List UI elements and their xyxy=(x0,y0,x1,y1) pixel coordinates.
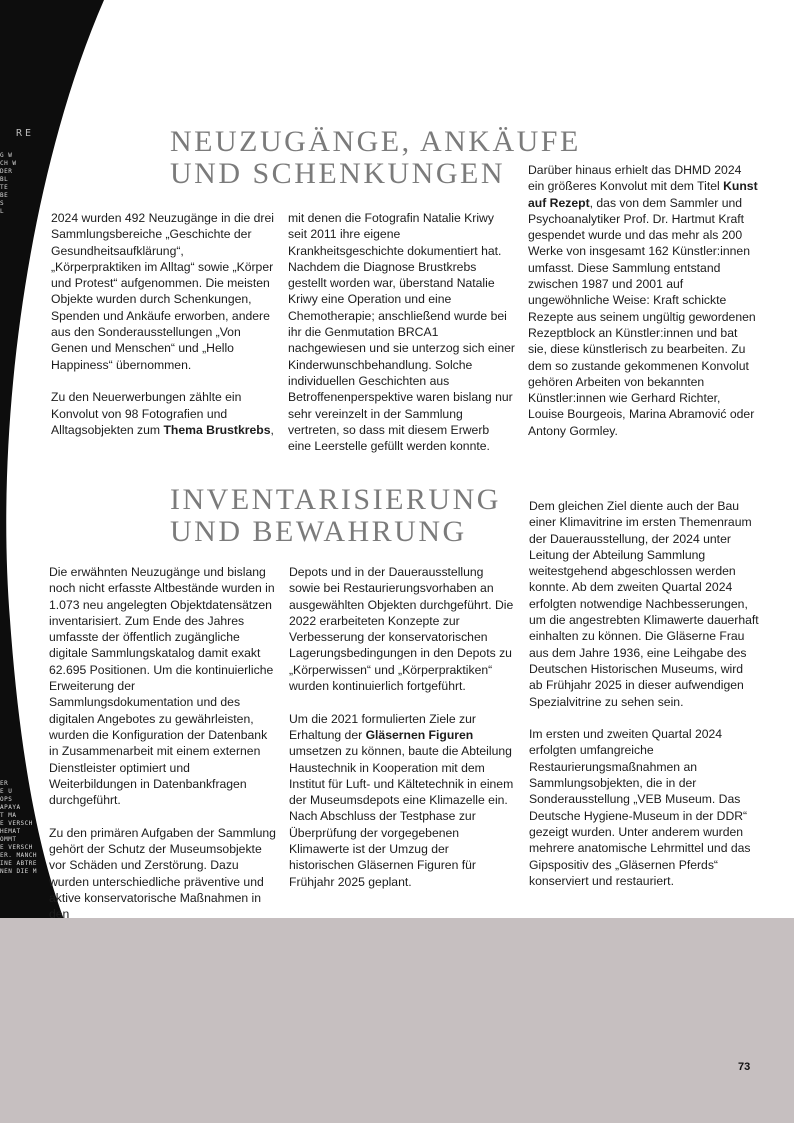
paragraph: Dem gleichen Ziel diente auch der Bau einer Klimavitrine im ersten Themenraum der Dauerausstellung, der 2024 unter Leitung der Abteilung Sammlung weitestgehend abgeschlossen werden konnte. Ab dem zweiten Quartal 2024 erfolgten notwendige Nachbesserungen, um die angestrebten Klimawerte dauerhaft einhalten zu können. Die Gläserne Frau aus dem Jahre 1936, eine Leihgabe des Deutschen Historischen Museums, wird ab Frühjahr 2025 in dieser aufwendigen Spezialvitrine zu sehen sein. xyxy=(529,499,759,709)
bold-term: Gläsernen Figuren xyxy=(365,727,474,742)
paragraph: Zu den primären Aufgaben der Sammlung gehört der Schutz der Museumsobjekte vor Schäden und Zerstörung. Dazu wurden unterschiedliche präventive und aktive konservatorische Maßnahmen in den xyxy=(49,825,276,922)
paragraph: Depots und in der Dauerausstellung sowie bei Restaurierungsvorhaben an ausgewählten Objekten durchgeführt. Die 2022 erarbeiteten Konzepte zur Verbesserung der konservatorischen Lagerungsbedingungen in den Depots zu „Körperwissen“ und „Körperpraktiken“ wurden kontinuierlich fortgeführt. xyxy=(289,565,514,694)
decorative-text-top: G W CH W DER BL TE BE S L xyxy=(0,152,17,215)
bottom-color-band xyxy=(0,918,794,1123)
section1-heading: NEUZUGÄNGE, ANKÄUFE UND SCHENKUNGEN xyxy=(170,125,581,190)
paragraph: Im ersten und zweiten Quartal 2024 erfolgten umfangreiche Restaurierungsmaßnahmen an Sammlungsobjekten, die in der Sonderausstellung „VEB Museum. Das Deutsche Hygiene-Museum in der DDR“ gezeigt wurden. Unter anderem wurden mehrere anatomische Lehrmittel und das Gipspositiv des „Gläsernen Pferds“ konserviert und restauriert. xyxy=(529,727,751,888)
paragraph: Um die 2021 formulierten Ziele zur Erhaltung der Gläsernen Figuren umsetzen zu können, baute die Abteilung Haustechnik in Kooperation mit dem Institut für Luft- und Kältetechnik in einem der Museumsdepots eine Klimazelle ein. Nach Abschluss der Testphase zur Überprüfung der vorgegebenen Klimawerte ist der Umzug der historischen Gläsernen Figuren für Frühjahr 2025 geplant. xyxy=(289,711,514,889)
paragraph: Zu den Neuerwerbungen zählte ein Konvolut von 98 Fotografien und Alltagsobjekten zum Thema Brustkrebs, xyxy=(51,390,274,437)
paragraph: Die erwähnten Neuzugänge und bislang noch nicht erfasste Altbestände wurden in 1.073 neu angelegten Objektdatensätzen inventarisiert. Zum Ende des Jahres umfasste der öffentlich zugängliche digitale Sammlungskatalog damit exakt 62.695 Positionen. Um die kontinuierliche Erweiterung der Sammlungsdokumentation und des digitalen Angebotes zu gewährleisten, wurden die Konfiguration der Datenbank in Zusammenarbeit mit einem externen Dienstleister optimiert und Weiterbildungen in Datenbankfragen durchgeführt. xyxy=(49,565,275,808)
paragraph: Darüber hinaus erhielt das DHMD 2024 ein größeres Konvolut mit dem Titel Kunst auf Rezept, das von dem Sammler und Psychoanalytiker Prof. Dr. Hartmut Kraft gespendet wurde und das mehr als 200 Werke von insgesamt 162 Künstler:innen umfasst. Diese Sammlung entstand zwischen 1987 und 2001 auf ungewöhnliche Weise: Kraft schickte Rezepte aus seinem ungültig gewordenen Rezeptblock an Künstler:innen und bat sie, diese künstlerisch zu bearbeiten. Zu dem so zustande gekommenen Konvolut gehören Arbeiten von bekannten Künstler:innen wie Gerhard Richter, Louise Bourgeois, Marina Abramović oder Antony Gormley. xyxy=(528,163,758,438)
section1-column-1 xyxy=(51,210,275,438)
decorative-text-bottom: ER E U OPS APAYA T MA E VERSCH HEMAT OMMT E VERSCH ER. MANCH INE ABTRE NEN DIE M xyxy=(0,780,38,875)
paragraph: 2024 wurden 492 Neuzugänge in die drei Sammlungsbereiche „Geschichte der Gesundheitsaufklärung“, „Körperpraktiken im Alltag“ sowie „Körper und Protest“ aufgenommen. Die meisten Objekte wurden durch Schenkungen, Spenden und Ankäufe erworben, andere aus den Sonderausstellungen „Von Genen und Menschen“ und „Hello Happiness“ übernommen. xyxy=(51,211,274,372)
bold-term: Thema Brustkrebs xyxy=(163,422,271,437)
page-number: 73 xyxy=(738,1061,751,1073)
section1-column-2 xyxy=(288,210,515,454)
section2-column-2 xyxy=(289,564,517,890)
section2-column-3 xyxy=(529,498,759,889)
paragraph: mit denen die Fotografin Natalie Kriwy seit 2011 ihre eigene Krankheitsgeschichte dokumentiert hat. Nachdem die Diagnose Brustkrebs gestellt worden war, überstand Natalie Kriwy eine Operation und eine Chemotherapie; anschließend wurde bei ihr die Genmutation BRCA1 nachgewiesen und sie unterzog sich einer Kinderwunschbehandlung. Solche individuellen Geschichten aus Betroffenenperspektive waren bislang nur sehr vereinzelt in der Sammlung vertreten, so dass mit diesem Erwerb eine Leerstelle gefüllt werden konnte. xyxy=(288,211,515,454)
bold-term: Kunst auf Rezept xyxy=(528,179,758,210)
section2-column-1 xyxy=(49,564,278,923)
section1-column-3 xyxy=(528,162,758,439)
section2-heading: INVENTARISIERUNG UND BEWAHRUNG xyxy=(170,483,501,548)
decorative-letters: RE xyxy=(16,128,35,139)
